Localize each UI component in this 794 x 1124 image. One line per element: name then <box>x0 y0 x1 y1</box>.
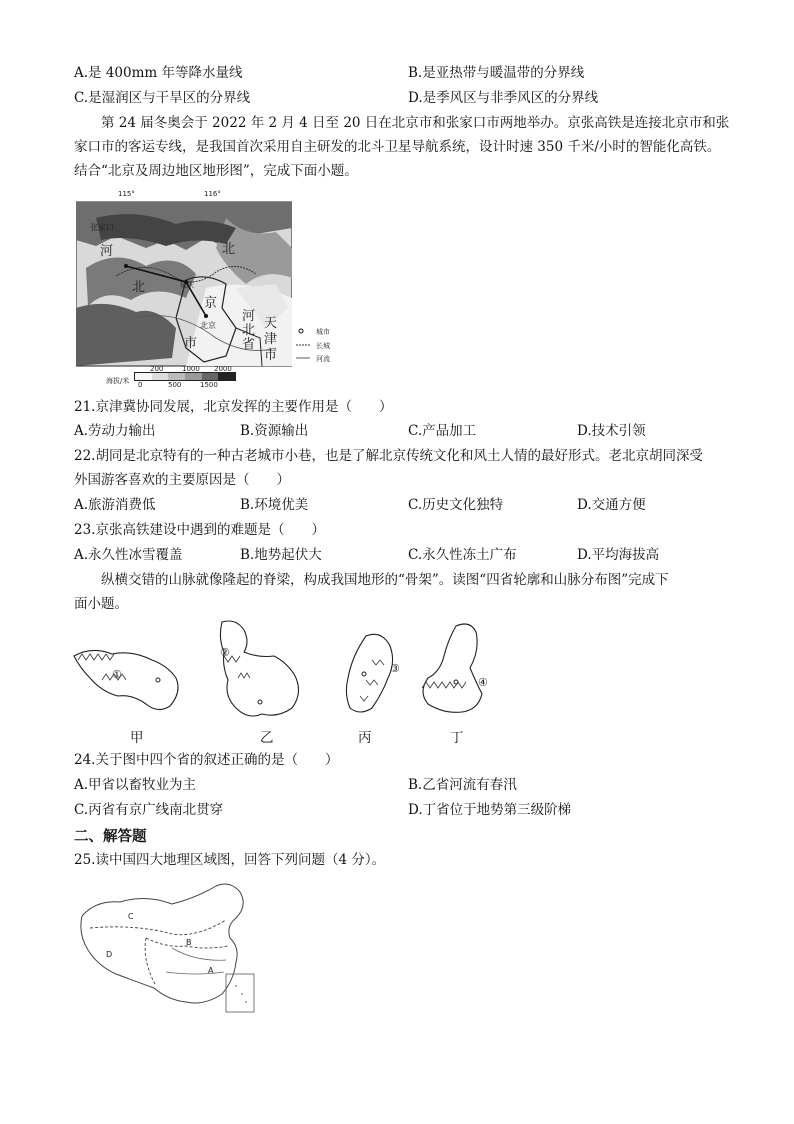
q22-option-b: B.环境优美 <box>240 497 309 513</box>
q23-option-b: B.地势起伏大 <box>240 547 322 563</box>
map-label-zhangjiakou: 张家口 <box>90 223 114 232</box>
map-scale-tick-0: 0 <box>138 381 143 389</box>
section-title-answer-questions: 二、解答题 <box>74 829 147 845</box>
china-region-a: A <box>208 966 214 975</box>
q20-option-c: C.是湿润区与干旱区的分界线 <box>74 90 251 106</box>
province-marker-3: ③ <box>390 662 400 675</box>
passage1-line1: 第 24 届冬奥会于 2022 年 2 月 4 日至 20 日在北京市和张家口市两地举办。京张高铁是连接北京市和张 <box>101 115 730 131</box>
q20-option-d: D.是季风区与非季风区的分界线 <box>408 90 599 106</box>
map-label-shi: 市 <box>184 336 198 351</box>
china-region-d: D <box>106 950 113 959</box>
q22-option-c: C.历史文化独特 <box>408 497 504 513</box>
china-map-svg <box>76 876 266 1016</box>
beijing-terrain-map <box>76 188 292 388</box>
map-scale-tick-500: 500 <box>168 381 182 389</box>
map-scale-tick-1500: 1500 <box>200 381 218 389</box>
map-label-hebei: 河北省 <box>242 309 256 352</box>
passage1-line2: 家口市的客运专线，是我国首次采用自主研发的北斗卫星导航系统，设计时速 350 千米/小时的智能化高铁。 <box>74 139 721 155</box>
q21-option-a: A.劳动力输出 <box>74 423 156 439</box>
legend-city: 城市 <box>316 328 330 336</box>
q22-stem-line2: 外国游客喜欢的主要原因是（ ） <box>74 472 290 488</box>
q23-option-d: D.平均海拔高 <box>577 547 660 563</box>
q25-stem: 25.读中国四大地理区域图，回答下列问题（4 分）。 <box>74 852 386 868</box>
passage2-line1: 纵横交错的山脉就像隆起的脊梁，构成我国地形的“骨架”。读图“四省轮廓和山脉分布图”完成下 <box>101 572 669 588</box>
map-label-beijing-city: 北京 <box>200 321 216 330</box>
q23-option-a: A.永久性冰雪覆盖 <box>74 547 183 563</box>
q21-option-c: C.产品加工 <box>408 423 477 439</box>
q24-option-d: D.丁省位于地势第三级阶梯 <box>408 802 572 818</box>
map-label-bei2: 北 <box>222 242 236 257</box>
map-lon-115: 115° <box>118 190 135 198</box>
china-regions-map <box>76 876 266 1016</box>
province-label-yi: 乙 <box>260 730 274 746</box>
province-marker-2: ② <box>220 646 230 659</box>
q24-stem: 24.关于图中四个省的叙述正确的是（ ） <box>74 752 339 768</box>
q21-stem: 21.京津冀协同发展，北京发挥的主要作用是（ ） <box>74 399 393 415</box>
q21-option-b: B.资源输出 <box>240 423 309 439</box>
legend-wall: 长城 <box>316 342 330 350</box>
provinces-svg <box>72 616 502 726</box>
map-label-tian: 天 <box>264 316 278 331</box>
passage1-line3: 结合“北京及周边地区地形图”，完成下面小题。 <box>74 163 358 179</box>
map-label-shi2: 市 <box>264 348 278 363</box>
china-region-c: C <box>128 912 134 921</box>
q22-option-d: D.交通方便 <box>577 497 646 513</box>
q21-option-d: D.技术引领 <box>577 423 646 439</box>
map-label-jing: 京 <box>204 296 218 311</box>
q20-option-a: A.是 400mm 年等降水量线 <box>74 65 243 81</box>
q22-option-a: A.旅游消费低 <box>74 497 156 513</box>
map-label-bei: 北 <box>132 280 146 295</box>
china-region-b: B <box>186 938 192 947</box>
q24-option-b: B.乙省河流有春汛 <box>408 777 517 793</box>
passage2-line2: 面小题。 <box>74 596 128 612</box>
q24-option-c: C.丙省有京广线南北贯穿 <box>74 802 224 818</box>
province-marker-1: ① <box>112 668 122 681</box>
map-scale-tick-2000: 2000 <box>214 365 232 373</box>
map-scale-title: 海拔/米 <box>106 377 130 385</box>
map-label-yanqing: 延庆 <box>180 281 194 289</box>
four-provinces-figure <box>72 616 502 746</box>
map-legend <box>296 326 340 366</box>
q23-stem: 23.京张高铁建设中遇到的难题是（ ） <box>74 522 325 538</box>
province-marker-4: ④ <box>478 676 488 689</box>
province-label-ding: 丁 <box>450 730 464 746</box>
map-scale-tick-1000: 1000 <box>182 365 200 373</box>
q23-option-c: C.永久性冻土广布 <box>408 547 517 563</box>
map-scale-tick-200: 200 <box>150 365 164 373</box>
q22-stem-line1: 22.胡同是北京特有的一种古老城市小巷，也是了解北京传统文化和风土人情的最好形式。老北京胡同深受 <box>74 448 703 464</box>
q20-option-b: B.是亚热带与暖温带的分界线 <box>408 65 585 81</box>
map-elevation-scale <box>134 372 236 381</box>
map-label-he: 河 <box>100 244 114 259</box>
map-lon-116: 116° <box>204 190 221 198</box>
province-label-bing: 丙 <box>358 730 372 746</box>
legend-river: 河流 <box>316 355 330 363</box>
map-label-jin: 津 <box>264 332 278 347</box>
province-label-jia: 甲 <box>130 730 144 746</box>
q24-option-a: A.甲省以畜牧业为主 <box>74 777 197 793</box>
